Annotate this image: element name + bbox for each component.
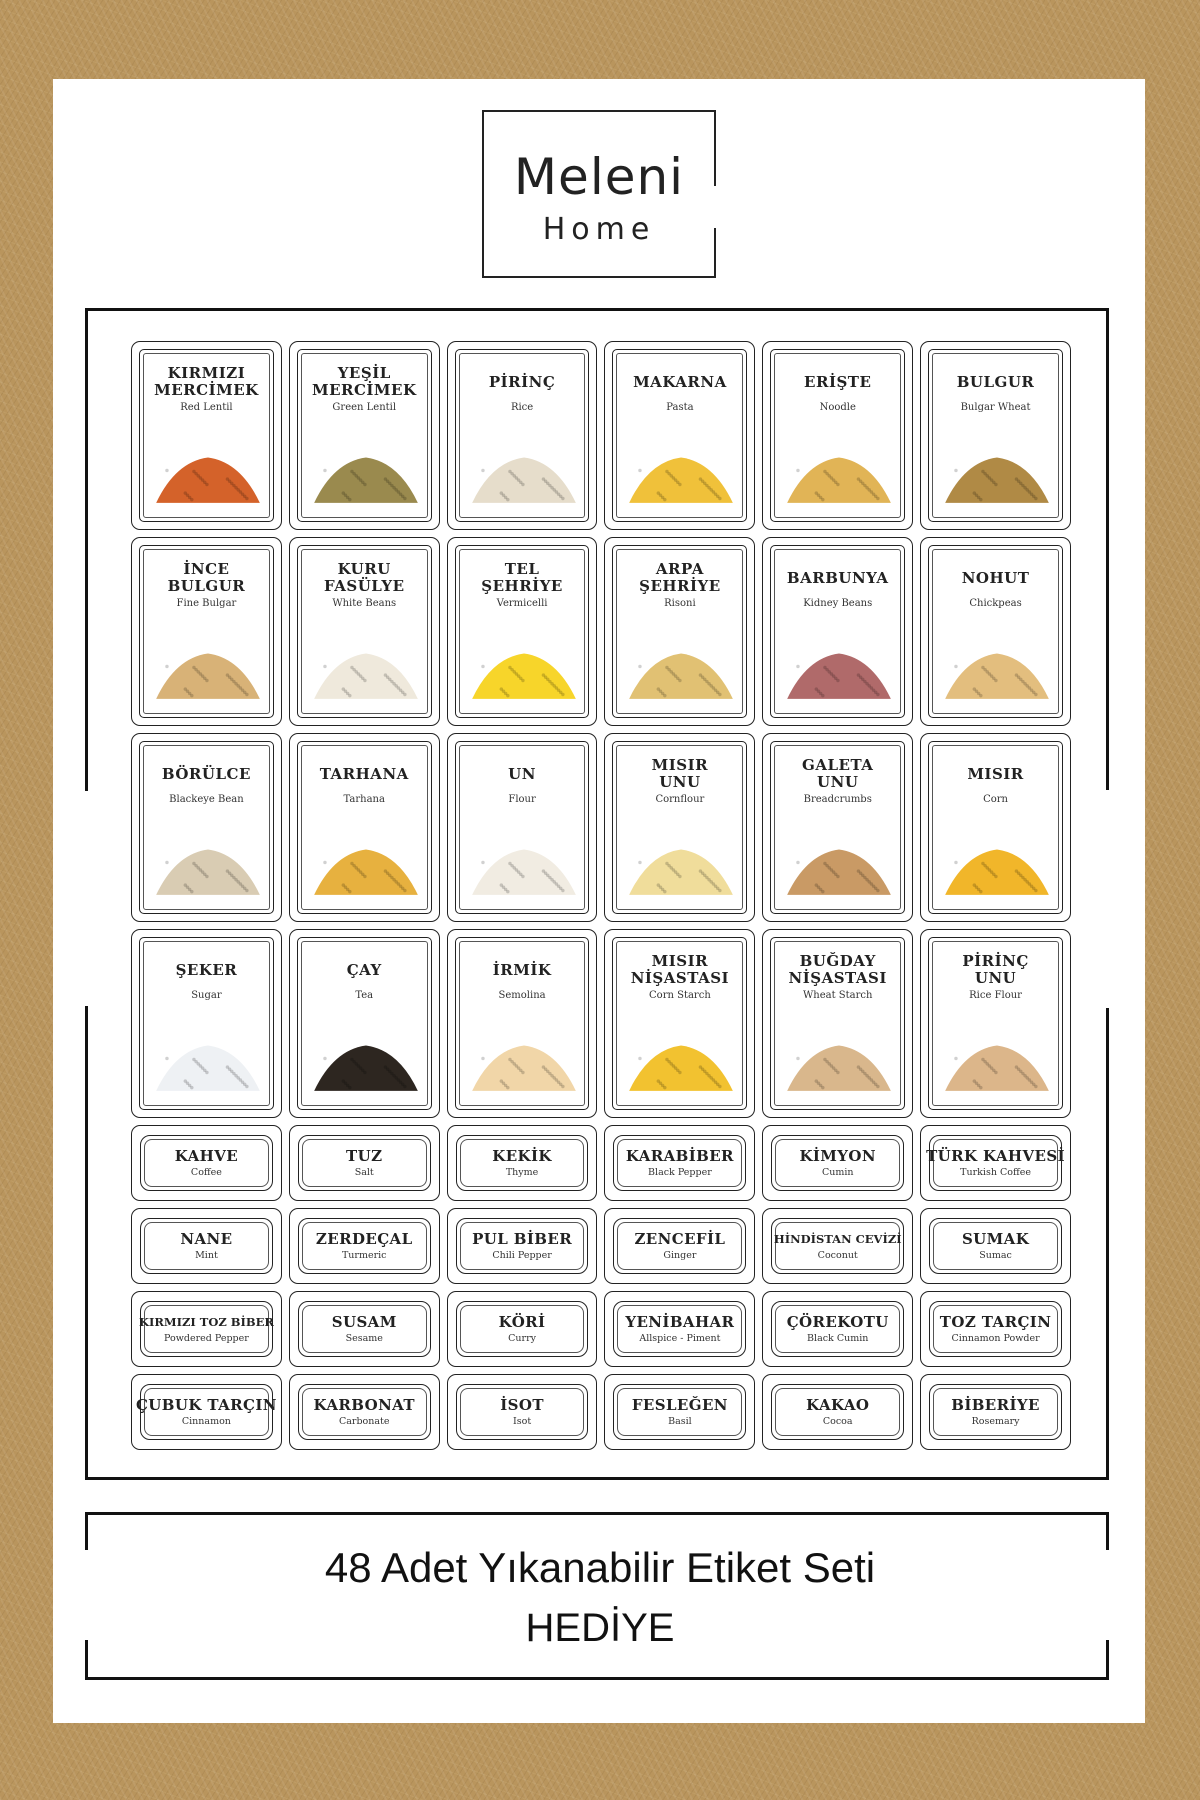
label-body: [144, 1222, 269, 1270]
big-label: [447, 537, 598, 726]
label-subtitle: Fine Bulgar: [176, 598, 237, 609]
label-body: [138, 1305, 274, 1353]
small-label: [762, 1208, 913, 1284]
small-label: [604, 1208, 755, 1284]
label-title: BİBERİYE: [951, 1396, 1040, 1414]
label-subtitle: Turkish Coffee: [960, 1167, 1031, 1178]
label-title: MISIR UNU: [651, 756, 709, 791]
label-subtitle: Allspice - Piment: [639, 1333, 721, 1344]
label-title: KAKAO: [806, 1396, 870, 1414]
small-label-row: [131, 1374, 1071, 1450]
big-label: [131, 537, 282, 726]
label-title: ÇUBUK TARÇIN: [135, 1396, 277, 1414]
label-subtitle: Basil: [668, 1416, 692, 1427]
label-subtitle: Isot: [512, 1416, 532, 1427]
small-label: [131, 1374, 282, 1450]
label-title: GALETA UNU: [802, 756, 874, 791]
label-subtitle: Sesame: [345, 1333, 383, 1344]
food-image: [470, 843, 578, 897]
label-subtitle: Semolina: [498, 990, 546, 1001]
label-title: KIRMIZI MERCİMEK: [154, 364, 259, 399]
label-body: [933, 1305, 1058, 1353]
big-label: [447, 341, 598, 530]
small-label: [604, 1125, 755, 1201]
label-subtitle: Vermicelli: [496, 598, 548, 609]
label-title: YEŞİL MERCİMEK: [311, 364, 417, 399]
label-title: BULGUR: [956, 372, 1035, 391]
label-title: PİRİNÇ: [488, 372, 556, 391]
small-label: [920, 1208, 1071, 1284]
label-title: İNCE BULGUR: [167, 560, 246, 595]
small-label: [604, 1291, 755, 1367]
label-title: YENİBAHAR: [625, 1313, 735, 1331]
label-body: [302, 1139, 427, 1187]
food-image: [154, 843, 262, 897]
label-body: [616, 745, 743, 910]
food-image: [154, 451, 262, 505]
big-label-row: [131, 929, 1071, 1118]
label-subtitle: Red Lentil: [180, 402, 233, 413]
label-body: [302, 1305, 427, 1353]
label-title: NANE: [180, 1230, 233, 1248]
label-title: KÖRİ: [498, 1313, 546, 1331]
label-subtitle: Flour: [508, 794, 536, 805]
label-subtitle: Thyme: [505, 1167, 539, 1178]
label-body: [135, 1388, 277, 1436]
label-body: [775, 1305, 900, 1353]
label-subtitle: Breadcrumbs: [803, 794, 872, 805]
big-label-row: [131, 733, 1071, 922]
food-image: [785, 647, 893, 701]
big-label: [131, 341, 282, 530]
small-label: [762, 1374, 913, 1450]
label-title: SUMAK: [961, 1230, 1030, 1248]
label-subtitle: Sugar: [191, 990, 222, 1001]
label-title: KİMYON: [799, 1147, 876, 1165]
small-label-row: [131, 1291, 1071, 1367]
label-subtitle: Salt: [354, 1167, 374, 1178]
big-label: [131, 733, 282, 922]
big-label: [920, 537, 1071, 726]
label-body: [926, 1139, 1066, 1187]
label-body: [617, 1388, 742, 1436]
label-subtitle: Sumac: [979, 1250, 1012, 1261]
label-subtitle: Pasta: [666, 402, 694, 413]
small-label: [131, 1291, 282, 1367]
small-label: [920, 1125, 1071, 1201]
food-image: [470, 1039, 578, 1093]
label-title: FESLEĞEN: [631, 1396, 728, 1414]
small-label: [131, 1125, 282, 1201]
caption-gift: HEDİYE: [525, 1606, 675, 1650]
label-title: TEL ŞEHRİYE: [481, 560, 563, 595]
big-label: [447, 929, 598, 1118]
label-subtitle: Cinnamon Powder: [951, 1333, 1040, 1344]
label-subtitle: White Beans: [332, 598, 397, 609]
small-label: [289, 1291, 440, 1367]
label-title: KARABİBER: [625, 1147, 734, 1165]
food-image: [785, 1039, 893, 1093]
label-body: [460, 1139, 585, 1187]
small-label: [604, 1374, 755, 1450]
label-subtitle: Cinnamon: [181, 1416, 231, 1427]
label-subtitle: Mint: [195, 1250, 218, 1261]
big-label: [762, 341, 913, 530]
label-body: [933, 1222, 1058, 1270]
label-body: [302, 1388, 427, 1436]
label-body: [460, 1222, 585, 1270]
small-label: [289, 1374, 440, 1450]
label-title: MAKARNA: [633, 372, 727, 391]
label-title: KIRMIZI TOZ BİBER: [138, 1315, 274, 1329]
label-subtitle: Powdered Pepper: [164, 1333, 249, 1344]
label-subtitle: Corn: [983, 794, 1008, 805]
label-title: ARPA ŞEHRİYE: [639, 560, 721, 595]
label-body: [774, 745, 901, 910]
big-label: [604, 733, 755, 922]
label-subtitle: Carbonate: [338, 1416, 390, 1427]
label-body: [460, 1388, 585, 1436]
label-body: [143, 941, 270, 1106]
food-image: [312, 647, 420, 701]
label-body: [617, 1139, 742, 1187]
small-label: [447, 1208, 598, 1284]
label-body: [775, 1139, 900, 1187]
label-subtitle: Rosemary: [971, 1416, 1020, 1427]
label-title: BUĞDAY NİŞASTASI: [788, 952, 887, 987]
label-title: PİRİNÇ UNU: [962, 952, 1029, 987]
food-image: [943, 843, 1051, 897]
big-label: [447, 733, 598, 922]
label-title: ZENCEFİL: [634, 1230, 726, 1248]
small-label: [447, 1374, 598, 1450]
big-label: [762, 929, 913, 1118]
label-body: [143, 745, 270, 910]
label-title: ÇAY: [346, 960, 382, 979]
label-body: [301, 941, 428, 1106]
label-subtitle: Blackeye Bean: [169, 794, 244, 805]
big-label-row: [131, 537, 1071, 726]
food-image: [154, 647, 262, 701]
label-body: [301, 353, 428, 518]
label-subtitle: Rice Flour: [969, 990, 1022, 1001]
label-body: [302, 1222, 427, 1270]
big-label: [604, 341, 755, 530]
label-body: [459, 353, 586, 518]
label-subtitle: Turmeric: [341, 1250, 387, 1261]
label-body: [775, 1222, 900, 1270]
label-body: [932, 941, 1059, 1106]
big-label: [131, 929, 282, 1118]
label-title: İSOT: [500, 1396, 544, 1414]
label-subtitle: Black Pepper: [648, 1167, 712, 1178]
label-subtitle: Corn Starch: [649, 990, 711, 1001]
big-label: [289, 537, 440, 726]
label-body: [459, 745, 586, 910]
big-label: [762, 537, 913, 726]
food-image: [627, 647, 735, 701]
small-label: [447, 1125, 598, 1201]
small-label-row: [131, 1208, 1071, 1284]
brand-name: Meleni: [513, 148, 685, 206]
label-subtitle: Cocoa: [822, 1416, 853, 1427]
big-label: [920, 733, 1071, 922]
label-subtitle: Noodle: [819, 402, 856, 413]
label-title: ÇÖREKOTU: [786, 1313, 889, 1331]
label-subtitle: Tea: [355, 990, 374, 1001]
label-body: [301, 549, 428, 714]
label-title: KURU FASÜLYE: [323, 560, 405, 595]
small-label: [920, 1374, 1071, 1450]
food-image: [627, 451, 735, 505]
label-title: MISIR NİŞASTASI: [630, 952, 730, 987]
label-title: PUL BİBER: [472, 1230, 573, 1248]
big-label: [920, 341, 1071, 530]
label-body: [932, 353, 1059, 518]
label-subtitle: Cumin: [821, 1167, 854, 1178]
big-label: [604, 929, 755, 1118]
label-body: [144, 1139, 269, 1187]
label-title: MISIR: [967, 764, 1024, 783]
brand-logo: [482, 110, 716, 278]
label-title: TÜRK KAHVESİ: [926, 1147, 1066, 1165]
small-label: [131, 1208, 282, 1284]
label-body: [774, 353, 901, 518]
small-label: [289, 1125, 440, 1201]
big-label: [920, 929, 1071, 1118]
food-image: [943, 451, 1051, 505]
small-label: [762, 1125, 913, 1201]
small-label: [447, 1291, 598, 1367]
label-subtitle: Chili Pepper: [492, 1250, 552, 1261]
food-image: [312, 843, 420, 897]
label-body: [616, 353, 743, 518]
label-title: ERİŞTE: [804, 372, 872, 391]
label-subtitle: Risoni: [664, 598, 696, 609]
label-title: ZERDEÇAL: [315, 1230, 413, 1248]
label-body: [617, 1222, 742, 1270]
label-subtitle: Tarhana: [343, 794, 385, 805]
label-title: KARBONAT: [313, 1396, 415, 1414]
food-image: [943, 1039, 1051, 1093]
food-image: [154, 1039, 262, 1093]
label-body: [774, 549, 901, 714]
label-body: [932, 745, 1059, 910]
label-body: [143, 549, 270, 714]
label-title: İRMİK: [492, 960, 552, 979]
label-body: [933, 1388, 1058, 1436]
big-label: [289, 341, 440, 530]
label-title: TUZ: [346, 1147, 383, 1165]
label-body: [616, 941, 743, 1106]
label-title: KEKİK: [492, 1147, 552, 1165]
label-body: [459, 941, 586, 1106]
big-label: [289, 733, 440, 922]
label-subtitle: Black Cumin: [807, 1333, 869, 1344]
label-body: [143, 353, 270, 518]
label-body: [616, 549, 743, 714]
food-image: [470, 451, 578, 505]
label-subtitle: Wheat Starch: [803, 990, 873, 1001]
label-title: TARHANA: [319, 764, 409, 783]
food-image: [470, 647, 578, 701]
food-image: [312, 1039, 420, 1093]
food-image: [312, 451, 420, 505]
label-title: KAHVE: [174, 1147, 239, 1165]
label-title: ŞEKER: [175, 960, 238, 979]
label-subtitle: Ginger: [663, 1250, 697, 1261]
label-subtitle: Kidney Beans: [803, 598, 873, 609]
small-label-row: [131, 1125, 1071, 1201]
label-title: TOZ TARÇIN: [939, 1313, 1052, 1331]
label-subtitle: Coffee: [190, 1167, 222, 1178]
big-label: [289, 929, 440, 1118]
food-image: [627, 843, 735, 897]
food-image: [943, 647, 1051, 701]
label-subtitle: Curry: [508, 1333, 536, 1344]
brand-subtitle: Home: [542, 212, 656, 247]
food-image: [785, 843, 893, 897]
label-grid: [131, 341, 1071, 1457]
label-subtitle: Rice: [510, 402, 534, 413]
label-subtitle: Green Lentil: [332, 402, 397, 413]
label-body: [774, 941, 901, 1106]
big-label: [604, 537, 755, 726]
label-subtitle: Coconut: [817, 1250, 858, 1261]
label-body: [775, 1388, 900, 1436]
small-label: [289, 1208, 440, 1284]
big-label-row: [131, 341, 1071, 530]
label-title: SUSAM: [331, 1313, 397, 1331]
label-body: [932, 549, 1059, 714]
label-body: [459, 549, 586, 714]
food-image: [785, 451, 893, 505]
small-label: [762, 1291, 913, 1367]
label-subtitle: Chickpeas: [969, 598, 1022, 609]
label-title: HİNDİSTAN CEVİZİ: [773, 1232, 902, 1246]
label-title: UN: [508, 764, 536, 783]
small-label: [920, 1291, 1071, 1367]
big-label: [762, 733, 913, 922]
label-body: [460, 1305, 585, 1353]
label-body: [301, 745, 428, 910]
label-body: [617, 1305, 742, 1353]
caption-title: 48 Adet Yıkanabilir Etiket Seti: [324, 1544, 876, 1591]
label-title: BARBUNYA: [786, 568, 889, 587]
label-subtitle: Bulgar Wheat: [960, 402, 1031, 413]
label-subtitle: Cornflour: [655, 794, 705, 805]
label-title: BÖRÜLCE: [161, 764, 251, 783]
label-title: NOHUT: [961, 568, 1030, 587]
food-image: [627, 1039, 735, 1093]
